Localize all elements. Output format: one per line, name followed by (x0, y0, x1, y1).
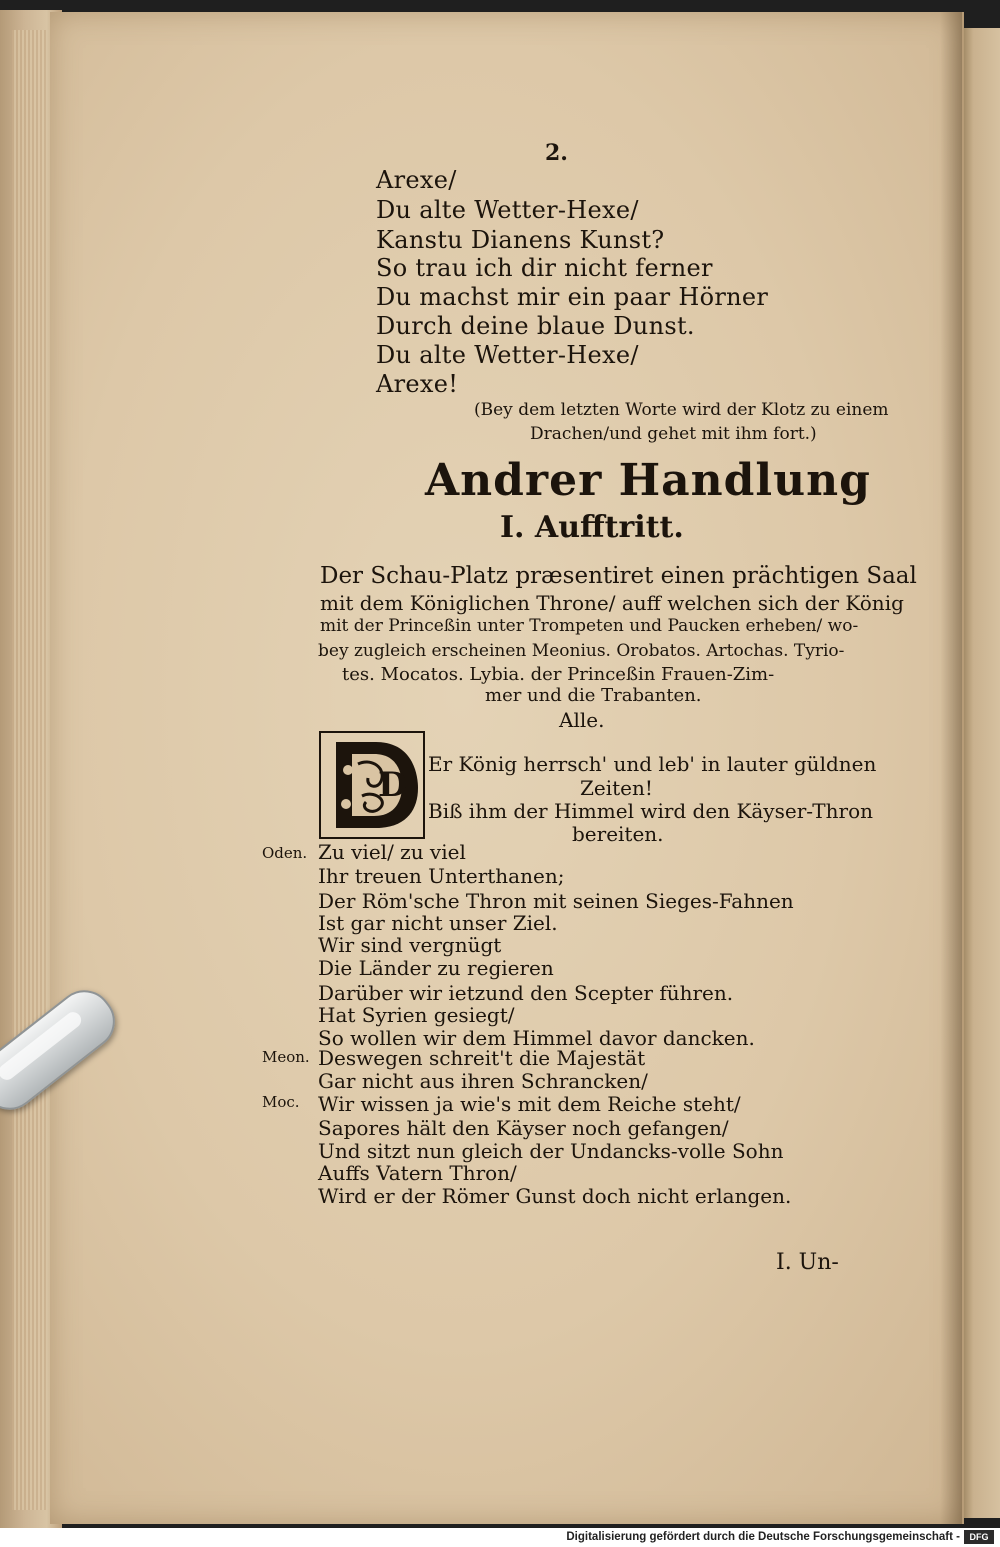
chorus-speaker: Alle. (559, 708, 605, 732)
catchword: I. Un- (776, 1250, 839, 1275)
stage-direction-line: tes. Mocatos. Lybia. der Princeßin Frauen-Zim- (342, 664, 775, 685)
verse-line: Du alte Wetter-Hexe/ (376, 341, 639, 369)
verse-line: Arexe/ (376, 166, 457, 194)
dialogue-line: Hat Syrien gesiegt/ (318, 1003, 515, 1027)
facing-page-edge (962, 28, 1000, 1518)
dialogue-line: Wir sind vergnügt (318, 933, 502, 957)
verse-line: Kanstu Dianens Kunst? (376, 226, 665, 254)
dialogue-line: Darüber wir ietzund den Scepter führen. (318, 981, 734, 1005)
stage-direction-line: Der Schau-Platz præsentiret einen prächtigen Saal (320, 563, 917, 589)
dialogue-line: Sapores hält den Käyser noch gefangen/ (318, 1116, 729, 1140)
dialogue-line: Der Röm'sche Thron mit seinen Sieges-Fahnen (318, 889, 794, 913)
dialogue-line: So wollen wir dem Himmel davor dancken. (318, 1026, 755, 1050)
dialogue-line: Wir wissen ja wie's mit dem Reiche steht/ (318, 1092, 741, 1116)
speaker-label: Oden. (262, 844, 308, 862)
page-stack-edge (12, 30, 46, 1510)
scene-heading: I. Aufftritt. (500, 510, 684, 545)
verse-line: Durch deine blaue Dunst. (376, 312, 695, 340)
dialogue-line: Die Länder zu regieren (318, 956, 554, 980)
dialogue-line: Wird er der Römer Gunst doch nicht erlangen. (318, 1184, 792, 1208)
stage-direction-line: mit der Princeßin unter Trompeten und Paucken erheben/ wo- (320, 616, 859, 636)
chorus-line: Biß ihm der Himmel wird den Käyser-Thron (428, 799, 874, 823)
digitization-credit: Digitalisierung gefördert durch die Deutsche Forschungsgemeinschaft - (566, 1531, 960, 1543)
dfg-logo: DFG (964, 1530, 994, 1544)
dialogue-line: Ihr treuen Unterthanen; (318, 864, 565, 888)
stage-direction-line: bey zugleich erscheinen Meonius. Orobatos. Artochas. Tyrio- (318, 641, 845, 661)
verse-line: Du alte Wetter-Hexe/ (376, 196, 639, 224)
speaker-label: Moc. (262, 1093, 300, 1111)
chorus-line: bereiten. (572, 822, 664, 846)
page-number: 2. (545, 140, 568, 166)
stage-note-line: Drachen/und gehet mit ihm fort.) (530, 424, 817, 444)
speaker-label: Meon. (262, 1048, 310, 1066)
dialogue-line: Ist gar nicht unser Ziel. (318, 911, 558, 935)
chorus-line: Er König herrsch' und leb' in lauter güldnen (428, 752, 877, 776)
stage-direction-line: mer und die Trabanten. (485, 685, 702, 706)
act-heading: Andrer Handlung (425, 455, 871, 506)
verse-line: So trau ich dir nicht ferner (376, 254, 713, 282)
stage-direction-line: mit dem Königlichen Throne/ auff welchen sich der König (320, 591, 904, 615)
dialogue-line: Gar nicht aus ihren Schrancken/ (318, 1069, 648, 1093)
dialogue-line: Zu viel/ zu viel (318, 840, 466, 864)
stage-note-line: (Bey dem letzten Worte wird der Klotz zu einem (474, 400, 889, 420)
dialogue-line: Und sitzt nun gleich der Undancks-volle Sohn (318, 1139, 784, 1163)
verse-line: Arexe! (376, 370, 459, 398)
decorated-initial (318, 730, 426, 840)
dialogue-line: Deswegen schreit't die Majestät (318, 1046, 646, 1070)
dropcap-letter: D (378, 765, 408, 805)
verse-line: Du machst mir ein paar Hörner (376, 283, 769, 311)
chorus-line: Zeiten! (580, 776, 653, 800)
dialogue-line: Auffs Vatern Thron/ (318, 1161, 517, 1185)
gutter-shadow (940, 12, 962, 1524)
